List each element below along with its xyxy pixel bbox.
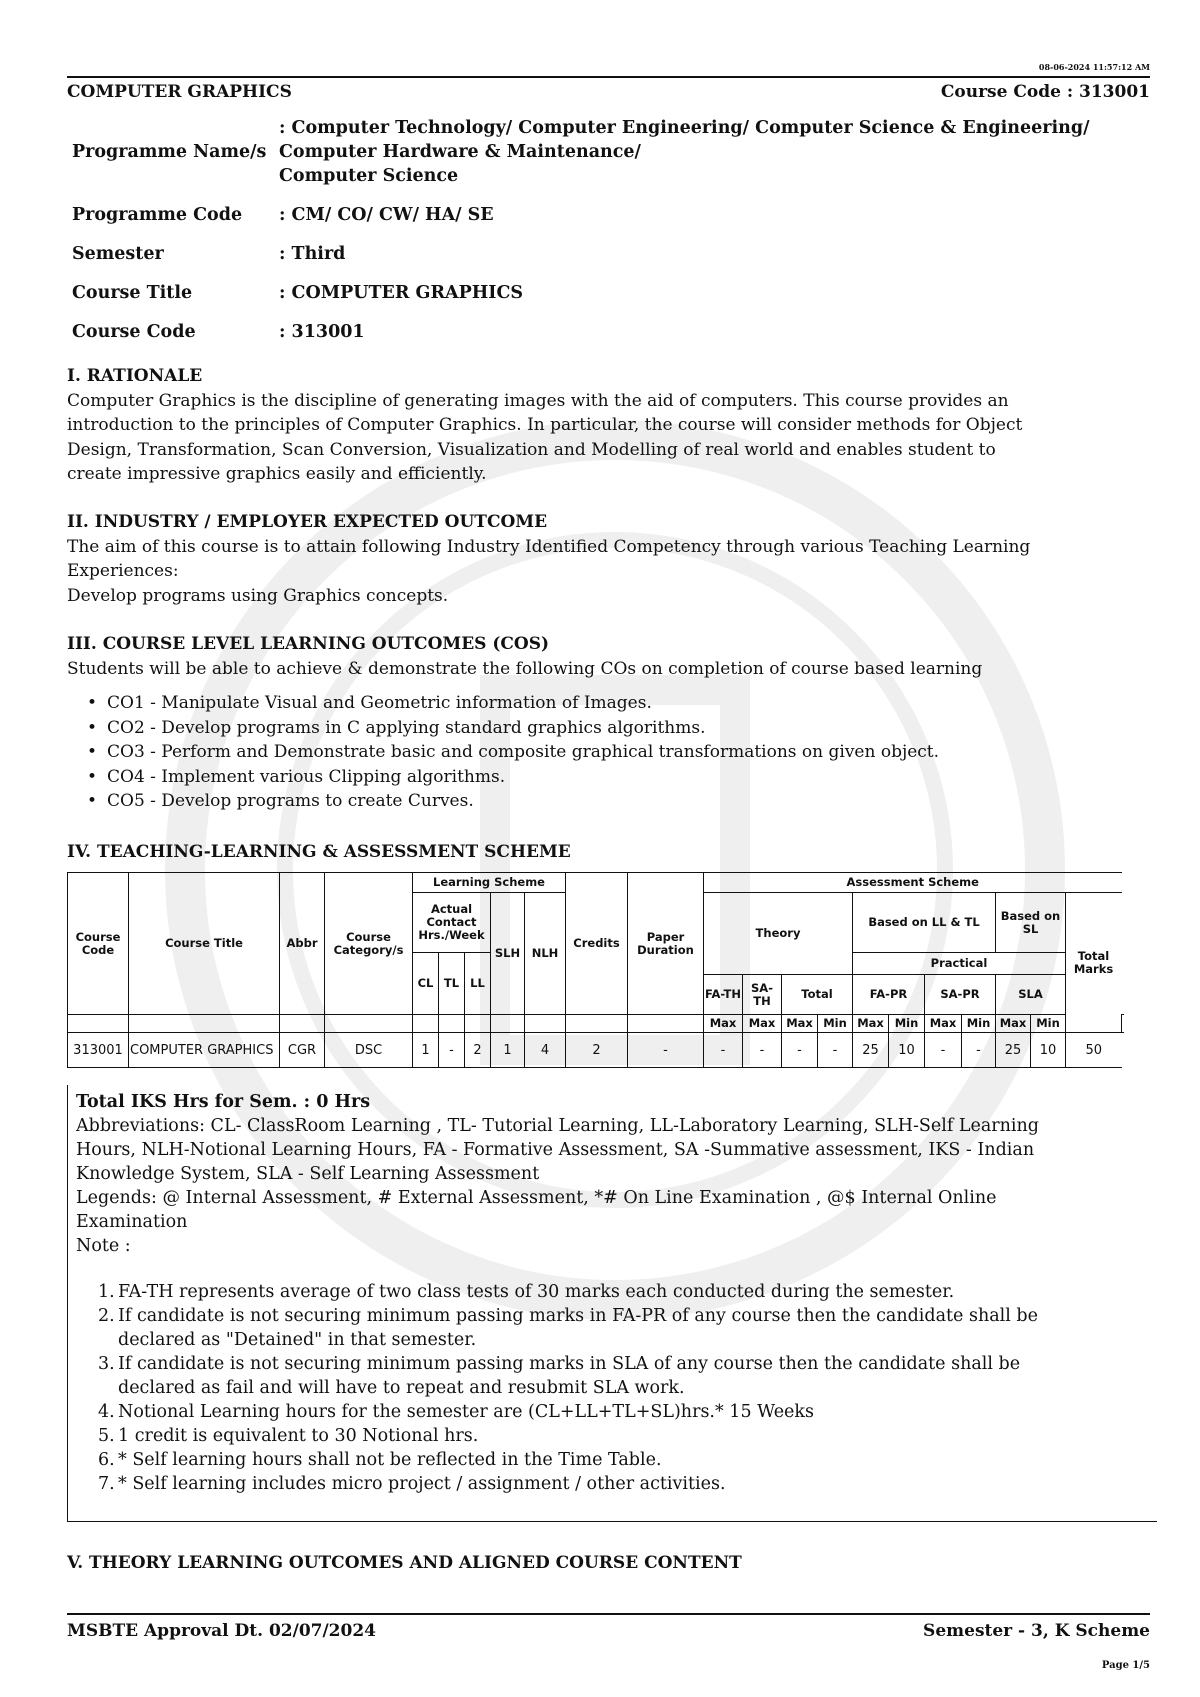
- th-fa-th: FA-TH: [704, 975, 743, 1015]
- info-label: Semester: [72, 244, 164, 264]
- info-value: : 313001: [279, 322, 365, 342]
- th-abbr: Abbr: [280, 873, 325, 1015]
- th-blank: [566, 1015, 628, 1033]
- abbrev-line: Abbreviations: CL- ClassRoom Learning , TL- Tutorial Learning, LL-Laboratory Learning, SLH-Self Learning: [76, 1116, 1039, 1136]
- th-blank: [628, 1015, 704, 1033]
- list-item: [98, 1424, 1156, 1448]
- th-sa-pr: SA-PR: [925, 975, 996, 1015]
- print-timestamp: 08-06-2024 11:57:12 AM: [1038, 62, 1150, 72]
- th-max: Max: [853, 1015, 889, 1033]
- th-based-ll-tl: Based on LL & TL: [853, 893, 996, 953]
- list-item: • CO3 - Perform and Demonstrate basic and composite graphical transformations on given object.: [85, 740, 1157, 765]
- info-label: Course Code: [72, 322, 196, 342]
- note-text: FA-TH represents average of two class tests of 30 marks each conducted during the semester.: [118, 1282, 955, 1302]
- legend-line: Examination: [76, 1212, 188, 1232]
- paragraph-line: introduction to the principles of Computer Graphics. In particular, the course will consider methods for Object: [67, 415, 1023, 435]
- list-item: • CO4 - Implement various Clipping algorithms.: [85, 765, 1157, 790]
- note-line: declared as fail and will have to repeat and resubmit SLA work.: [118, 1378, 685, 1398]
- th-max: Max: [743, 1015, 782, 1033]
- th-min: Min: [1031, 1015, 1066, 1033]
- section-industry: [67, 510, 1157, 608]
- section-course-outcomes: [67, 632, 1157, 814]
- info-row-programme-code: [72, 199, 1162, 238]
- th-assessment-scheme: Assessment Scheme: [704, 873, 1122, 893]
- iks-hours: Total IKS Hrs for Sem. : 0 Hrs: [76, 1092, 371, 1112]
- info-label: Programme Code: [72, 205, 243, 225]
- cell-total-min: -: [818, 1033, 853, 1068]
- paragraph-line: Design, Transformation, Scan Conversion, Visualization and Modelling of real world and enables student to: [67, 439, 996, 460]
- note-number: 7.: [98, 1474, 115, 1494]
- paragraph-line: Students will be able to achieve & demonstrate the following COs on completion of course based learning: [67, 658, 983, 679]
- th-max: Max: [996, 1015, 1031, 1033]
- list-item: [98, 1448, 1156, 1472]
- info-value: : CM/ CO/ CW/ HA/ SE: [279, 205, 494, 225]
- note-number: 3.: [98, 1354, 115, 1374]
- th-paper-duration: Paper Duration: [628, 873, 704, 1015]
- note-text: [118, 1304, 1038, 1352]
- th-blank: [491, 1015, 525, 1033]
- th-learning-scheme: Learning Scheme: [413, 873, 566, 893]
- th-cl: CL: [413, 953, 439, 1015]
- paragraph-line: Develop programs using Graphics concepts.: [67, 585, 449, 606]
- cell-fa-th-max: -: [704, 1033, 743, 1068]
- note-number: 1.: [98, 1282, 115, 1302]
- th-actual-contact: Actual Contact Hrs./Week: [413, 893, 491, 953]
- note-line: If candidate is not securing minimum passing marks in SLA of any course then the candidate shall be: [118, 1354, 1021, 1374]
- paragraph-line: create impressive graphics easily and efficiently.: [67, 464, 487, 484]
- info-value: : COMPUTER GRAPHICS: [279, 283, 524, 303]
- scheme-notes: [76, 1090, 1156, 1496]
- list-item: [98, 1304, 1156, 1352]
- cell-nlh: 4: [525, 1033, 566, 1068]
- note-line: declared as "Detained" in that semester.: [118, 1330, 477, 1350]
- header-course-code: Course Code : 313001: [940, 82, 1150, 102]
- th-based-sl: Based on SL: [996, 893, 1066, 953]
- abbrev-line: Hours, NLH-Notional Learning Hours, FA - Formative Assessment, SA -Summative assessment, IKS - Indian: [76, 1140, 1035, 1160]
- notes-box-border: [67, 1085, 68, 1521]
- note-text: * Self learning includes micro project / assignment / other activities.: [118, 1474, 726, 1494]
- note-text: * Self learning hours shall not be reflected in the Time Table.: [118, 1450, 662, 1470]
- th-min: Min: [889, 1015, 925, 1033]
- note-list: [98, 1280, 1156, 1496]
- scheme-table: [67, 872, 1124, 1068]
- note-number: 5.: [98, 1426, 115, 1446]
- page-footer: [67, 1613, 1150, 1641]
- info-label: Course Title: [72, 283, 193, 303]
- info-line: Computer Hardware & Maintenance/: [279, 142, 641, 162]
- th-max: Max: [704, 1015, 743, 1033]
- th-course-title: Course Title: [129, 873, 280, 1015]
- th-blank: [465, 1015, 491, 1033]
- cell-category: DSC: [325, 1033, 413, 1068]
- cell-abbr: CGR: [280, 1033, 325, 1068]
- th-blank: [525, 1015, 566, 1033]
- th-blank: [439, 1015, 465, 1033]
- info-value: [279, 112, 1162, 199]
- list-item: • CO5 - Develop programs to create Curves.: [85, 789, 1157, 814]
- paragraph-line: The aim of this course is to attain following Industry Identified Competency through various Teaching Learning: [67, 536, 1031, 557]
- info-line: Computer Science: [279, 166, 459, 186]
- paragraph-line: Experiences:: [67, 561, 179, 581]
- cell-sa-pr-max: -: [925, 1033, 962, 1068]
- th-blank: [68, 1015, 129, 1033]
- info-row-course-title: [72, 277, 1162, 316]
- note-number: 2.: [98, 1306, 115, 1326]
- course-info-table: [72, 112, 1162, 355]
- th-fa-pr: FA-PR: [853, 975, 925, 1015]
- table-row: [68, 1033, 1125, 1068]
- cell-sa-th-max: -: [743, 1033, 782, 1068]
- th-min: Min: [962, 1015, 996, 1033]
- notes-box-bottom: [67, 1521, 1157, 1522]
- th-min: Min: [818, 1015, 853, 1033]
- section-heading-theory: V. THEORY LEARNING OUTCOMES AND ALIGNED COURSE CONTENT: [67, 1553, 742, 1573]
- th-sa-th: SA-TH: [743, 975, 782, 1015]
- th-nlh: NLH: [525, 893, 566, 1015]
- info-row-semester: [72, 238, 1162, 277]
- list-item: • CO1 - Manipulate Visual and Geometric information of Images.: [85, 691, 1157, 716]
- note-text: [118, 1352, 1020, 1400]
- cell-cl: 1: [413, 1033, 439, 1068]
- th-blank: [280, 1015, 325, 1033]
- section-rationale: [67, 364, 1157, 487]
- cell-ll: 2: [465, 1033, 491, 1068]
- cell-paper-duration: -: [628, 1033, 704, 1068]
- list-item: [98, 1400, 1156, 1424]
- note-line: If candidate is not securing minimum passing marks in FA-PR of any course then the candidate shall be: [118, 1306, 1038, 1326]
- cell-sla-min: 10: [1031, 1033, 1066, 1068]
- list-item: [98, 1280, 1156, 1304]
- info-row-course-code: [72, 316, 1162, 355]
- cell-slh: 1: [491, 1033, 525, 1068]
- cell-title: COMPUTER GRAPHICS: [129, 1033, 280, 1068]
- list-item: [98, 1472, 1156, 1496]
- th-ll: LL: [465, 953, 491, 1015]
- section-heading: II. INDUSTRY / EMPLOYER EXPECTED OUTCOME: [67, 512, 548, 532]
- scheme-label: Semester - 3, K Scheme: [923, 1621, 1150, 1641]
- page-number: Page 1/5: [1101, 1660, 1150, 1671]
- list-item: • CO2 - Develop programs in C applying standard graphics algorithms.: [85, 716, 1157, 741]
- section-heading: I. RATIONALE: [67, 366, 203, 386]
- th-sla: SLA: [996, 975, 1066, 1015]
- th-theory: Theory: [704, 893, 853, 975]
- cell-total-max: -: [782, 1033, 818, 1068]
- th-tl: TL: [439, 953, 465, 1015]
- note-number: 6.: [98, 1450, 115, 1470]
- info-value: : Third: [279, 244, 346, 264]
- approval-date: MSBTE Approval Dt. 02/07/2024: [67, 1621, 376, 1641]
- cell-total-marks: 50: [1066, 1033, 1122, 1068]
- abbrev-line: Knowledge System, SLA - Self Learning Assessment: [76, 1164, 540, 1184]
- paragraph-line: Computer Graphics is the discipline of generating images with the aid of computers. This course provides an: [67, 390, 1009, 411]
- list-item: [98, 1352, 1156, 1400]
- header-title: COMPUTER GRAPHICS: [67, 82, 292, 102]
- th-credits: Credits: [566, 873, 628, 1015]
- note-number: 4.: [98, 1402, 115, 1422]
- th-blank: [325, 1015, 413, 1033]
- note-label: Note :: [76, 1236, 131, 1256]
- th-max: Max: [782, 1015, 818, 1033]
- cell-sla-max: 25: [996, 1033, 1031, 1068]
- cell-sa-pr-min: -: [962, 1033, 996, 1068]
- co-list: [85, 691, 1157, 814]
- note-text: 1 credit is equivalent to 30 Notional hrs.: [118, 1426, 479, 1446]
- th-practical: Practical: [853, 953, 1066, 975]
- th-slh: SLH: [491, 893, 525, 1015]
- section-heading-scheme: IV. TEACHING-LEARNING & ASSESSMENT SCHEME: [67, 842, 571, 862]
- th-blank: [413, 1015, 439, 1033]
- th-blank: [1122, 1015, 1125, 1033]
- th-course-code: Course Code: [68, 873, 129, 1015]
- info-row-programme-name: [72, 112, 1162, 199]
- th-category: Course Category/s: [325, 873, 413, 1015]
- th-total: Total: [782, 975, 853, 1015]
- cell-fa-pr-max: 25: [853, 1033, 889, 1068]
- cell-tl: -: [439, 1033, 465, 1068]
- cell-fa-pr-min: 10: [889, 1033, 925, 1068]
- th-max: Max: [925, 1015, 962, 1033]
- legend-line: Legends: @ Internal Assessment, # External Assessment, *# On Line Examination , @$ Internal Online: [76, 1188, 997, 1208]
- info-label: Programme Name/s: [72, 142, 267, 162]
- note-text: Notional Learning hours for the semester are (CL+LL+TL+SL)hrs.* 15 Weeks: [118, 1402, 814, 1422]
- info-line: : Computer Technology/ Computer Engineering/ Computer Science & Engineering/: [279, 118, 1090, 138]
- th-blank: [129, 1015, 280, 1033]
- section-heading: III. COURSE LEVEL LEARNING OUTCOMES (COS): [67, 634, 550, 654]
- page-header: [67, 76, 1150, 102]
- cell-code: 313001: [68, 1033, 129, 1068]
- cell-credits: 2: [566, 1033, 628, 1068]
- th-total-marks: Total Marks: [1066, 893, 1122, 1033]
